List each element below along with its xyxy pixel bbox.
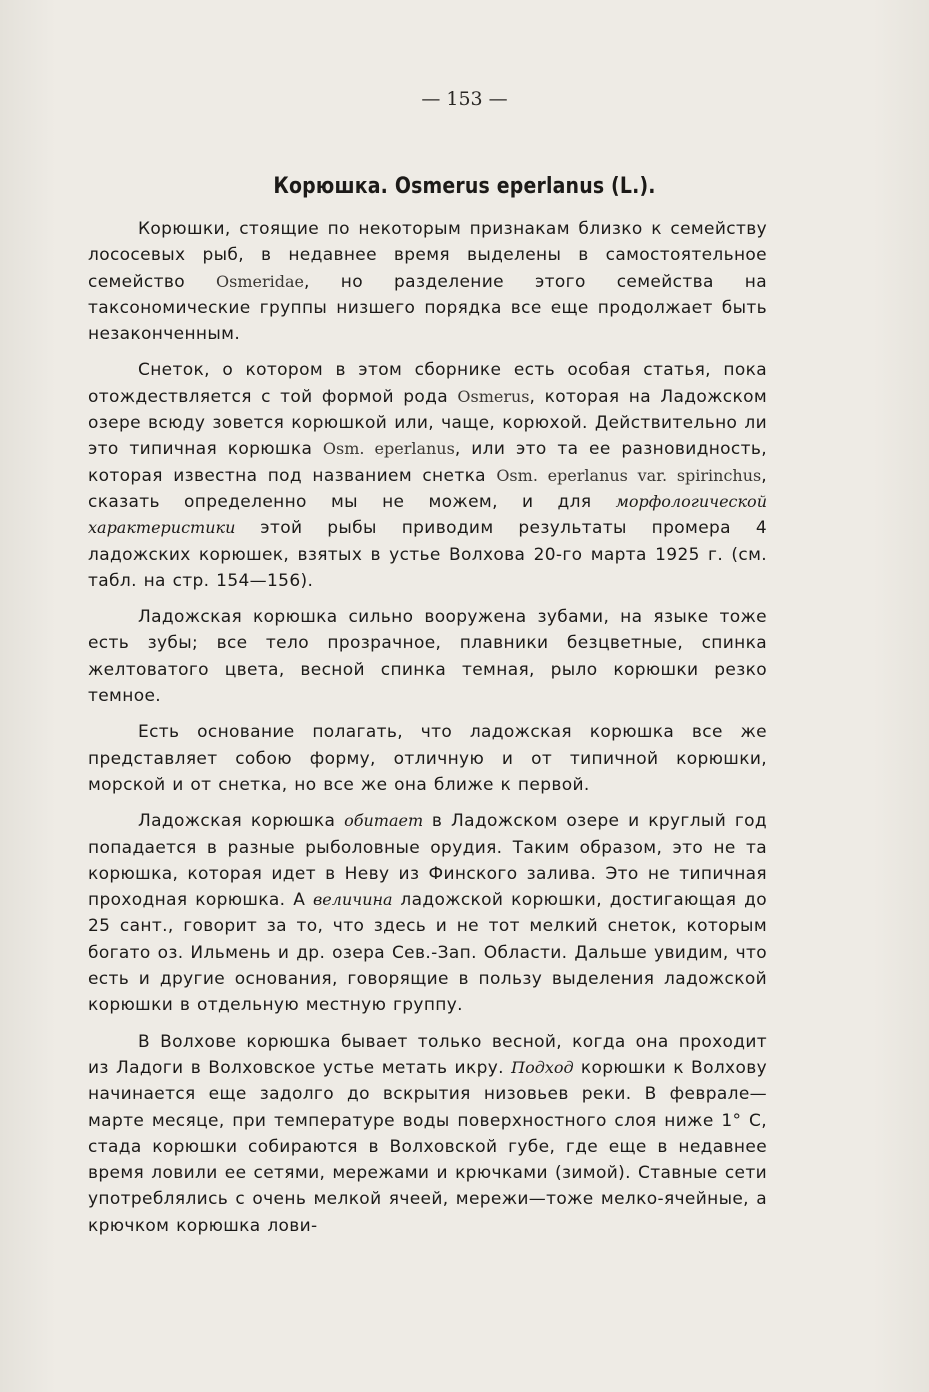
paragraph-text: этой рыбы приводим результаты промера 4 ладожских корюшек, взятых в устье Волхова 20-го марта 1925 г. (см. табл. на стр. 154—156). (88, 518, 767, 591)
latin-name: Osmeridae (216, 271, 304, 291)
paragraph-text: Снеток, о котором в этом сборнике есть особая статья, пока отождествляется с той формой рода (88, 360, 767, 407)
paragraph-text: , но разделение этого семейства на таксономические группы низшего порядка все еще продолжает быть незаконченным. (88, 271, 767, 345)
latin-name: Osmerus (457, 386, 530, 406)
latin-name: Osm. eperlanus (322, 439, 455, 459)
emphasis-text: морфологической характеристики (88, 491, 767, 538)
paragraph (88, 719, 767, 798)
title-latin-name: Osmerus eperlanus (394, 174, 605, 199)
article-body (88, 216, 767, 1239)
paragraph-text: корюшки к Волхову начинается еще задолго до вскрытия низовьев реки. В феврале—марте месяце, при температуре воды поверхностного слоя ниже 1° С, стада корюшки собираются в Волховской губе, где еще в недавнее время ловили ее сетями, мережами и крючками (зимой). Ставные сети употреблялись с очень мелкой ячеей, мережи—тоже мелко-ячейные, а крючком корюшка лови- (88, 1057, 767, 1236)
paragraph-text: Ладожская корюшка сильно вооружена зубами, на языке тоже есть зубы; все тело прозрачное, плавники безцветные, спинка желтоватого цвета, весной спинка темная, рыло корюшки резко темное. (88, 607, 767, 707)
emphasis-text: величина (312, 890, 393, 910)
paragraph-text: ладожской корюшки, достигающая до 25 сант., говорит за то, что здесь и не тот мелкий снеток, которым богато оз. Ильмень и др. озера Сев.-Зап. Области. Дальше увидим, что есть и другие основания, говорящие в пользу выделения ладожской корюшки в отдельную местную группу. (88, 890, 767, 1016)
latin-name: Osm. eperlanus var. spirinchus (496, 465, 762, 485)
paragraph (88, 216, 767, 347)
paragraph-text: в Ладожском озере и круглый год попадается в разные рыболовные орудия. Таким образом, это не та корюшка, которая идет в Неву из Финского залива. Это не типичная проходная корюшка. А (88, 811, 767, 911)
emphasis-text: Подход (511, 1057, 574, 1077)
paragraph-text: , или это та ее разновидность, которая известна под названием снетка (88, 439, 768, 486)
article-title (65, 174, 864, 199)
paragraph (88, 808, 767, 1018)
paragraph-text: Есть основание полагать, что ладожская корюшка все же представляет собою форму, отличную и от типичной корюшки, морской и от снетка, но все же она ближе к первой. (88, 722, 767, 795)
paragraph-text: Корюшки, стоящие по некоторым признакам близко к семейству лососевых рыб, в недавнее время выделены в самостоятельное семейство (88, 219, 767, 292)
emphasis-text: обитает (344, 811, 424, 831)
paragraph-text: , которая на Ладожском озере всюду зовется корюшкой или, чаще, корюхой. Действительно ли это типичная корюшка (88, 386, 767, 460)
paragraph-text: Ладожская корюшка (138, 811, 345, 832)
paragraph (88, 357, 767, 594)
title-russian-name: Корюшка. (273, 174, 389, 199)
paragraph-text: В Волхове корюшка бывает только весной, когда она проходит из Ладоги в Волховское устье метать икру. (88, 1031, 767, 1078)
paragraph (88, 1029, 767, 1239)
page-number: — 153 — (421, 88, 508, 110)
paragraph-text: , сказать определенно мы не можем, и для (88, 465, 768, 512)
title-author: (L.). (611, 174, 656, 199)
paragraph (88, 604, 767, 709)
